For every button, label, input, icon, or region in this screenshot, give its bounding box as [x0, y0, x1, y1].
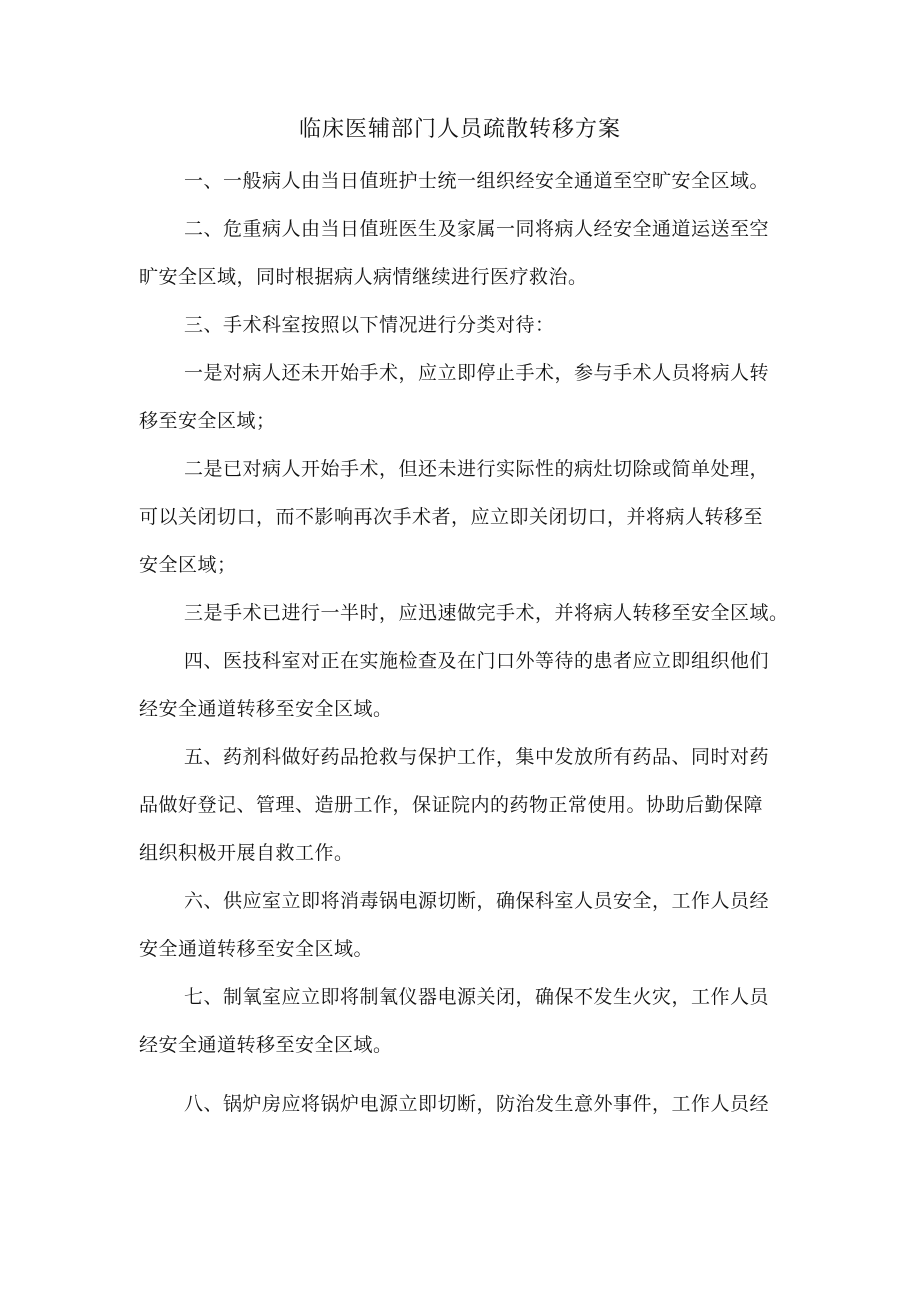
paragraph-line: 移至安全区域；: [139, 410, 276, 432]
paragraph-line: 二、危重病人由当日值班医生及家属一同将病人经安全通道运送至空: [184, 218, 770, 240]
paragraph-line: 二是已对病人开始手术，但还未进行实际性的病灶切除或简单处理，: [184, 458, 770, 480]
paragraph-line: 经安全通道转移至安全区域。: [139, 1034, 393, 1056]
paragraph-line: 七、制氧室应立即将制氧仪器电源关闭，确保不发生火灾，工作人员: [184, 986, 770, 1008]
paragraph-line: 一、一般病人由当日值班护士统一组织经安全通道至空旷安全区域。: [184, 170, 770, 192]
paragraph-line: 四、医技科室对正在实施检查及在门口外等待的患者应立即组织他们: [184, 650, 770, 672]
paragraph-line: 经安全通道转移至安全区域。: [139, 698, 393, 720]
paragraph-line: 组织积极开展自救工作。: [139, 842, 354, 864]
paragraph-line: 安全通道转移至安全区域。: [139, 938, 374, 960]
paragraph-line: 可以关闭切口，而不影响再次手术者，应立即关闭切口，并将病人转移至: [139, 506, 764, 528]
document-title: 临床医辅部门人员疏散转移方案: [298, 117, 621, 142]
paragraph-line: 旷安全区域，同时根据病人病情继续进行医疗救治。: [139, 266, 588, 288]
paragraph-line: 三是手术已进行一半时，应迅速做完手术，并将病人转移至安全区域。: [184, 602, 789, 624]
paragraph-line: 一是对病人还未开始手术，应立即停止手术，参与手术人员将病人转: [184, 362, 770, 384]
paragraph-line: 八、锅炉房应将锅炉电源立即切断，防治发生意外事件，工作人员经: [184, 1093, 770, 1115]
paragraph-line: 安全区域；: [139, 554, 237, 576]
paragraph-line: 品做好登记、管理、造册工作，保证院内的药物正常使用。协助后勤保障: [139, 794, 764, 816]
paragraph-line: 三、手术科室按照以下情况进行分类对待：: [184, 314, 555, 336]
paragraph-line: 五、药剂科做好药品抢救与保护工作，集中发放所有药品、同时对药: [184, 746, 770, 768]
paragraph-line: 六、供应室立即将消毒锅电源切断，确保科室人员安全，工作人员经: [184, 890, 770, 912]
